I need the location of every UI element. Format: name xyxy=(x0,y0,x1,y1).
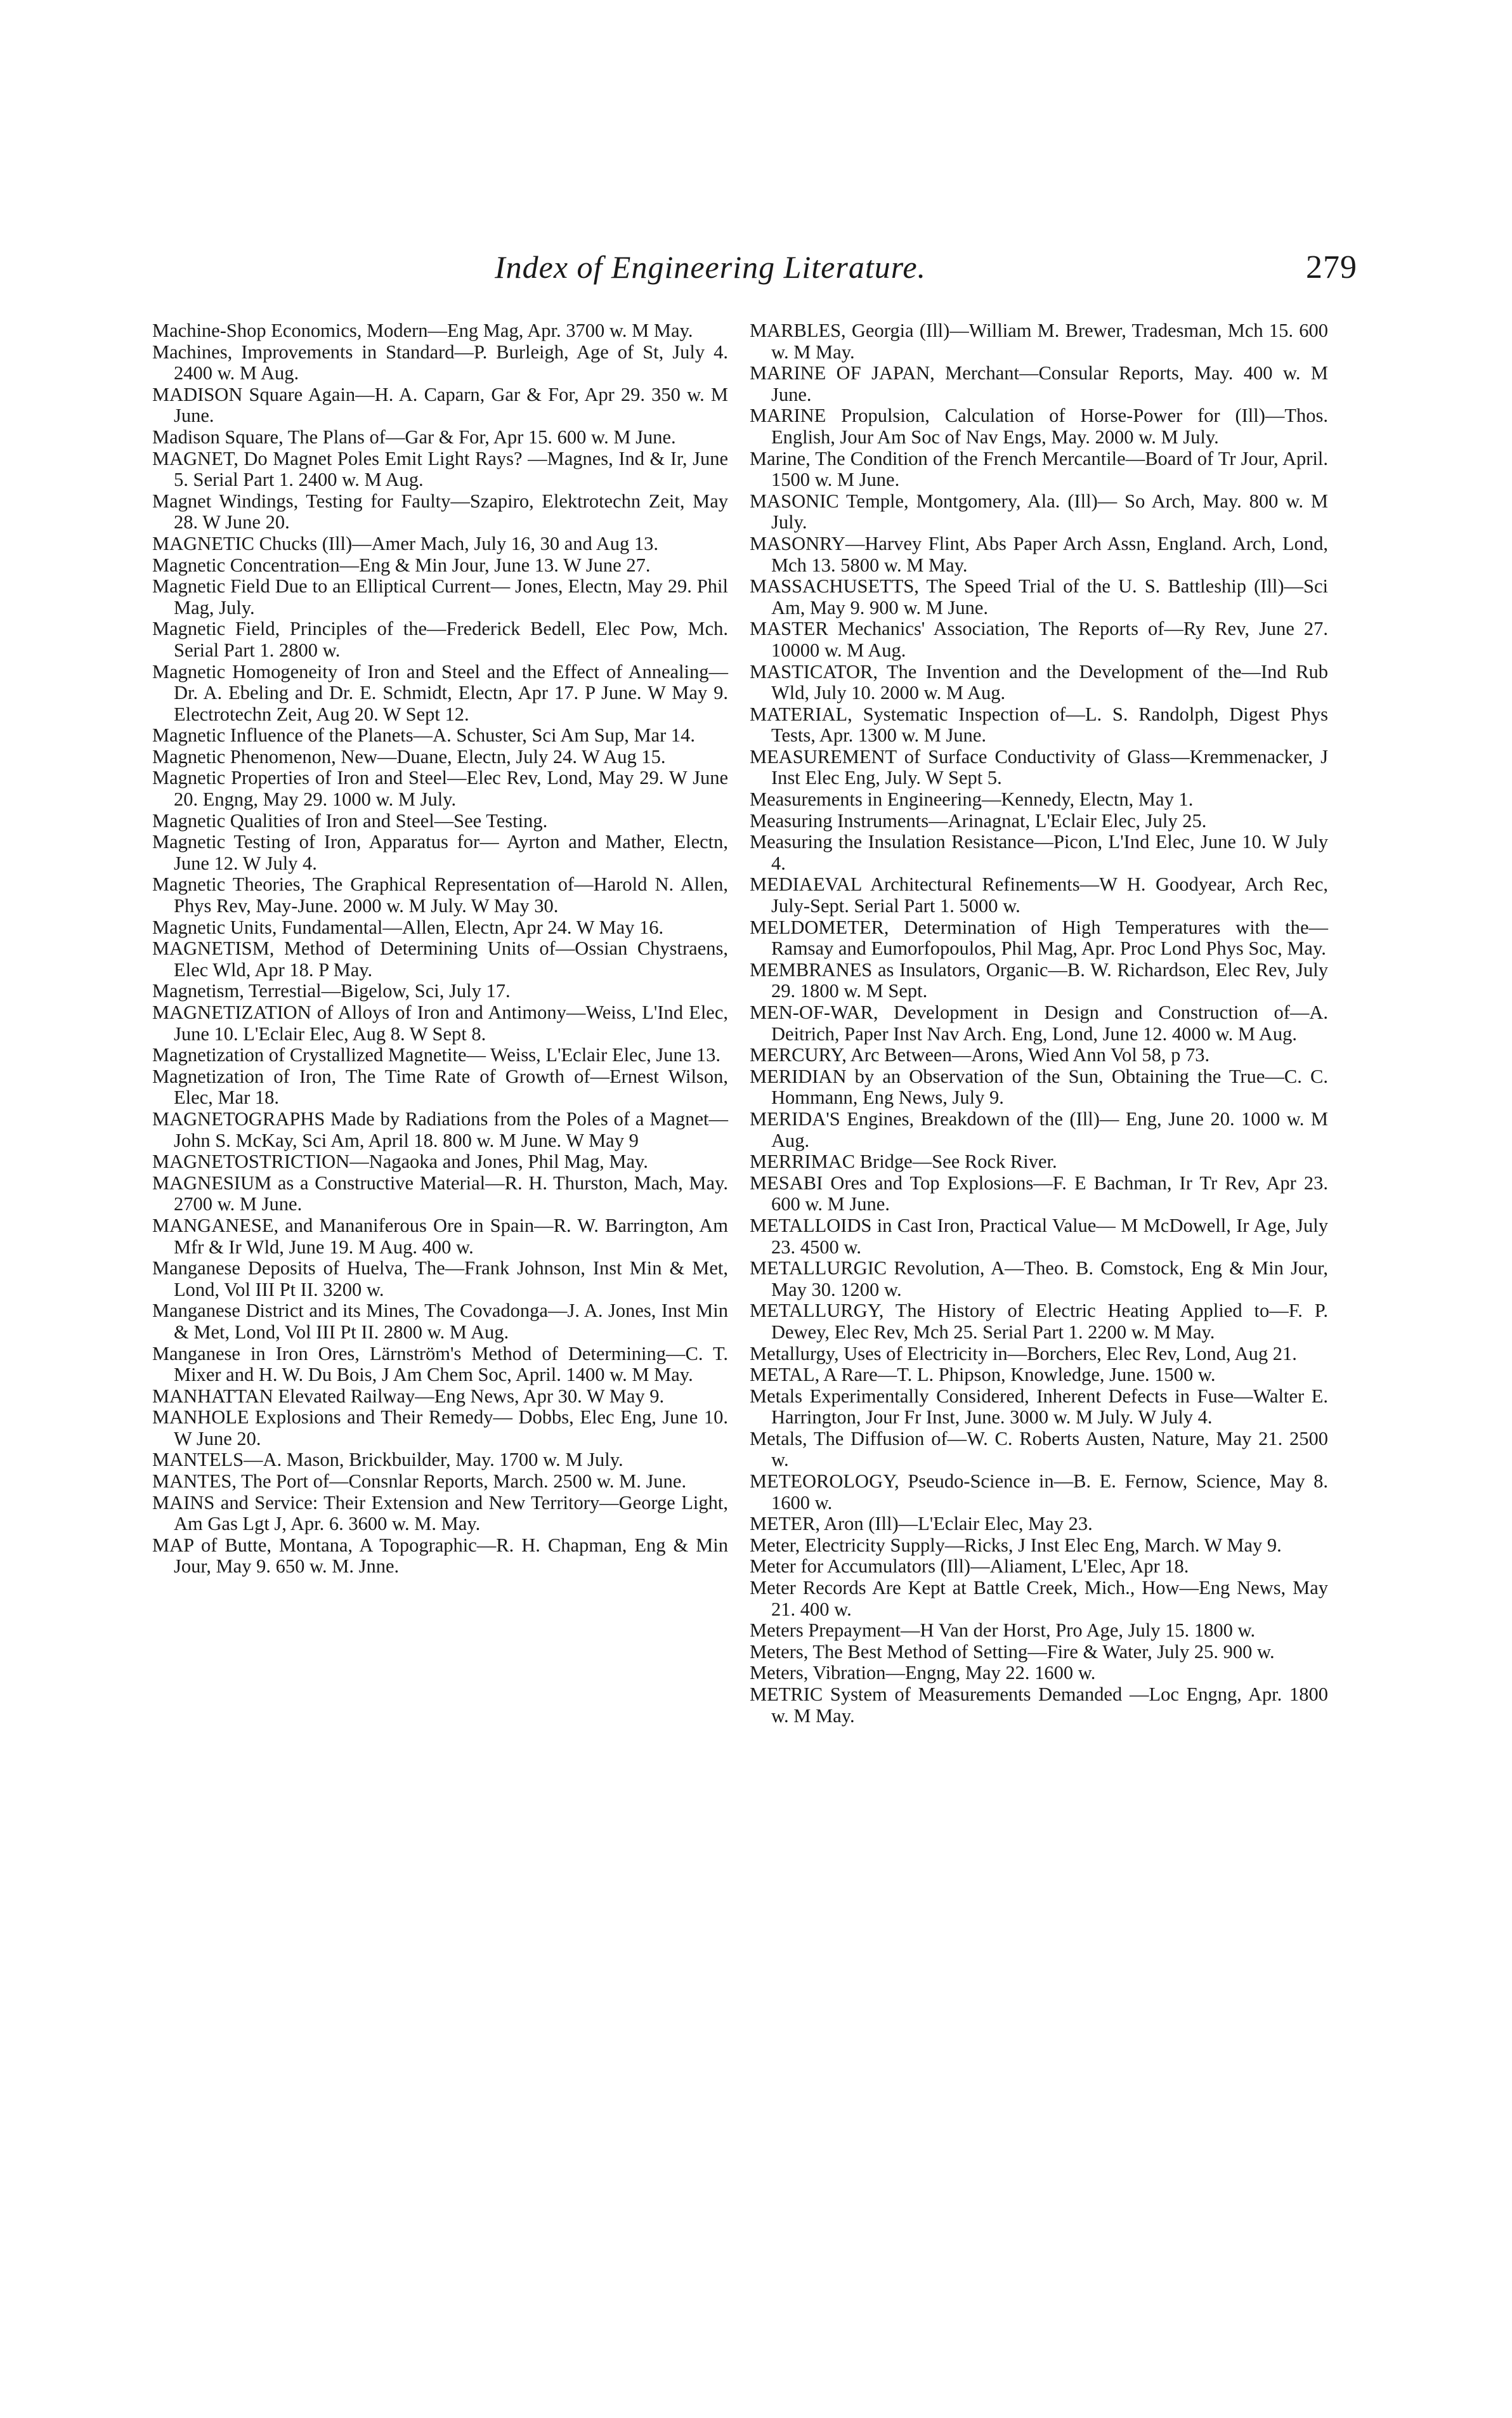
index-entry: Magnetization of Iron, The Time Rate of Growth of—Ernest Wilson, Elec, Mar 18. xyxy=(152,1065,728,1109)
index-entry: METAL, A Rare—T. L. Phipson, Knowledge, June. 1500 w. xyxy=(750,1364,1216,1386)
index-entry: MEDIAEVAL Architectural Refinements—W H. Goodyear, Arch Rec, July-Sept. Serial Part 1. 5000 w. xyxy=(750,873,1328,917)
index-entry: Magnetic Influence of the Planets—A. Schuster, Sci Am Sup, Mar 14. xyxy=(152,724,696,747)
index-entry: MANHATTAN Elevated Railway—Eng News, Apr 30. W May 9. xyxy=(152,1385,665,1407)
index-entry: METER, Aron (Ill)—L'Eclair Elec, May 23. xyxy=(750,1513,1093,1535)
index-entry: Madison Square, The Plans of—Gar & For, Apr 15. 600 w. M June. xyxy=(152,426,676,448)
index-entry: Meters Prepayment—H Van der Horst, Pro Age, July 15. 1800 w. xyxy=(750,1619,1256,1642)
index-entry: MAGNETOSTRICTION—Nagaoka and Jones, Phil Mag, May. xyxy=(152,1151,648,1173)
index-entry: MANHOLE Explosions and Their Remedy— Dobbs, Elec Eng, June 10. W June 20. xyxy=(152,1406,728,1449)
index-entry: METALLOIDS in Cast Iron, Practical Value— M McDowell, Ir Age, July 23. 4500 w. xyxy=(750,1214,1328,1258)
index-entry: Manganese Deposits of Huelva, The—Frank Johnson, Inst Min & Met, Lond, Vol III Pt II. 3200 w. xyxy=(152,1257,728,1300)
index-entry: METALLURGIC Revolution, A—Theo. B. Comstock, Eng & Min Jour, May 30. 1200 w. xyxy=(750,1257,1328,1300)
index-entry: METALLURGY, The History of Electric Heating Applied to—F. P. Dewey, Elec Rev, Mch 25. Serial Part 1. 2200 w. M May. xyxy=(750,1300,1328,1343)
index-entry: MEMBRANES as Insulators, Organic—B. W. Richardson, Elec Rev, July 29. 1800 w. M Sept. xyxy=(750,958,1328,1002)
index-entry: Magnetism, Terrestial—Bigelow, Sci, July 17. xyxy=(152,980,511,1002)
index-entry: MEN-OF-WAR, Development in Design and Construction of—A. Deitrich, Paper Inst Nav Arch. Eng, Lond, June 12. 4000 w. M Aug. xyxy=(750,1002,1328,1045)
index-entry: Marine, The Condition of the French Mercantile—Board of Tr Jour, April. 1500 w. M June. xyxy=(750,447,1328,491)
index-entry: Measuring the Insulation Resistance—Picon, L'Ind Elec, June 10. W July 4. xyxy=(750,831,1328,874)
index-entry: MAGNETISM, Method of Determining Units of—Ossian Chystraens, Elec Wld, Apr 18. P May. xyxy=(152,938,728,981)
index-entry: Machine-Shop Economics, Modern—Eng Mag, Apr. 3700 w. M May. xyxy=(152,320,693,341)
index-entry: Meter, Electricity Supply—Ricks, J Inst Elec Eng, March. W May 9. xyxy=(750,1534,1282,1556)
index-entry: Magnetic Testing of Iron, Apparatus for— Ayrton and Mather, Electn, June 12. W July 4. xyxy=(152,831,728,874)
index-entry: MARINE OF JAPAN, Merchant—Consular Reports, May. 400 w. M June. xyxy=(750,362,1328,405)
index-entry: MANTELS—A. Mason, Brickbuilder, May. 1700 w. M July. xyxy=(152,1449,623,1471)
index-entry: MARBLES, Georgia (Ill)—William M. Brewer, Tradesman, Mch 15. 600 w. M May. xyxy=(750,320,1328,363)
index-entry: MERCURY, Arc Between—Arons, Wied Ann Vol 58, p 73. xyxy=(750,1044,1210,1066)
index-entry: Magnet Windings, Testing for Faulty—Szapiro, Elektrotechn Zeit, May 28. W June 20. xyxy=(152,490,728,533)
index-entry: Meters, Vibration—Engng, May 22. 1600 w. xyxy=(750,1662,1096,1684)
index-entry: Metals, The Diffusion of—W. C. Roberts Austen, Nature, May 21. 2500 w. xyxy=(750,1427,1328,1471)
index-entry: MAINS and Service: Their Extension and New Territory—George Light, Am Gas Lgt J, Apr. 6. 3600 w. M. May. xyxy=(152,1491,728,1535)
index-entry: METEOROLOGY, Pseudo-Science in—B. E. Fernow, Science, May 8. 1600 w. xyxy=(750,1470,1328,1513)
index-entry: Meter Records Are Kept at Battle Creek, Mich., How—Eng News, May 21. 400 w. xyxy=(750,1577,1328,1620)
page-number: 279 xyxy=(1306,249,1357,285)
index-entry: Magnetic Field, Principles of the—Frederick Bedell, Elec Pow, Mch. Serial Part 1. 2800 w. xyxy=(152,618,728,661)
index-entry: MELDOMETER, Determination of High Temperatures with the—Ramsay and Eumorfopoulos, Phil Mag, Apr. Proc Lond Phys Soc, May. xyxy=(750,916,1328,960)
index-entry: MAGNETIC Chucks (Ill)—Amer Mach, July 16, 30 and Aug 13. xyxy=(152,532,658,554)
index-entry: Magnetic Homogeneity of Iron and Steel and the Effect of Annealing—Dr. A. Ebeling and Dr. E. Schmidt, Electn, Apr 17. P June. W May 9. Electrotechn Zeit, Aug 20. W Sept 12. xyxy=(152,660,728,725)
left-column xyxy=(152,320,728,1578)
index-entry: Magnetic Concentration—Eng & Min Jour, June 13. W June 27. xyxy=(152,554,651,576)
running-title: Index of Engineering Literature. xyxy=(495,249,927,285)
index-entry: MARINE Propulsion, Calculation of Horse-Power for (Ill)—Thos. English, Jour Am Soc of Nav Engs, May. 2000 w. M July. xyxy=(750,405,1328,448)
index-entry: MASONRY—Harvey Flint, Abs Paper Arch Assn, England. Arch, Lond, Mch 13. 5800 w. M May. xyxy=(750,532,1328,576)
index-entry: MAGNETIZATION of Alloys of Iron and Antimony—Weiss, L'Ind Elec, June 10. L'Eclair Elec, Aug 8. W Sept 8. xyxy=(152,1002,728,1045)
index-entry: Measurements in Engineering—Kennedy, Electn, May 1. xyxy=(750,788,1194,811)
index-entry: Machines, Improvements in Standard—P. Burleigh, Age of St, July 4. 2400 w. M Aug. xyxy=(152,341,728,384)
index-entry: Magnetic Properties of Iron and Steel—Elec Rev, Lond, May 29. W June 20. Engng, May 29. 1000 w. M July. xyxy=(152,767,728,811)
index-entry: MANGANESE, and Mananiferous Ore in Spain—R. W. Barrington, Am Mfr & Ir Wld, June 19. M Aug. 400 w. xyxy=(152,1214,728,1258)
index-entry: MESABI Ores and Top Explosions—F. E Bachman, Ir Tr Rev, Apr 23. 600 w. M June. xyxy=(750,1172,1328,1215)
index-entry: MASTER Mechanics' Association, The Reports of—Ry Rev, June 27. 10000 w. M Aug. xyxy=(750,618,1328,661)
index-entry: MAGNETOGRAPHS Made by Radiations from the Poles of a Magnet—John S. McKay, Sci Am, April 18. 800 w. M June. W May 9 xyxy=(152,1108,728,1151)
index-entry: MATERIAL, Systematic Inspection of—L. S. Randolph, Digest Phys Tests, Apr. 1300 w. M June. xyxy=(750,703,1328,747)
index-entry: MERIDIAN by an Observation of the Sun, Obtaining the True—C. C. Hommann, Eng News, July 9. xyxy=(750,1065,1328,1109)
index-entry: Magnetic Units, Fundamental—Allen, Electn, Apr 24. W May 16. xyxy=(152,916,664,938)
index-entry: Magnetization of Crystallized Magnetite— Weiss, L'Eclair Elec, June 13. xyxy=(152,1044,721,1066)
index-entry: Magnetic Qualities of Iron and Steel—See Testing. xyxy=(152,809,548,832)
index-entry: MAGNET, Do Magnet Poles Emit Light Rays? —Magnes, Ind & Ir, June 5. Serial Part 1. 2400 w. M Aug. xyxy=(152,447,728,491)
index-entry: MERRIMAC Bridge—See Rock River. xyxy=(750,1151,1057,1173)
index-entry: Manganese in Iron Ores, Lärnström's Method of Determining—C. T. Mixer and H. W. Du Bois, J Am Chem Soc, April. 1400 w. M May. xyxy=(152,1342,728,1386)
index-entry: MERIDA'S Engines, Breakdown of the (Ill)— Eng, June 20. 1000 w. M Aug. xyxy=(750,1108,1328,1151)
index-entry: MASTICATOR, The Invention and the Development of the—Ind Rub Wld, July 10. 2000 w. M Aug. xyxy=(750,660,1328,704)
index-entry: Magnetic Theories, The Graphical Representation of—Harold N. Allen, Phys Rev, May-June. 2000 w. M July. W May 30. xyxy=(152,873,728,917)
index-entry: Measuring Instruments—Arinagnat, L'Eclair Elec, July 25. xyxy=(750,809,1207,832)
right-column xyxy=(750,320,1328,1727)
index-entry: MASSACHUSETTS, The Speed Trial of the U. S. Battleship (Ill)—Sci Am, May 9. 900 w. M June. xyxy=(750,575,1328,618)
index-entry: MAGNESIUM as a Constructive Material—R. H. Thurston, Mach, May. 2700 w. M June. xyxy=(152,1172,728,1215)
index-entry: Meter for Accumulators (Ill)—Aliament, L'Elec, Apr 18. xyxy=(750,1555,1189,1578)
index-entry: Magnetic Field Due to an Elliptical Current— Jones, Electn, May 29. Phil Mag, July. xyxy=(152,575,728,618)
index-entry: MADISON Square Again—H. A. Caparn, Gar & For, Apr 29. 350 w. M June. xyxy=(152,383,728,427)
index-entry: MAP of Butte, Montana, A Topographic—R. H. Chapman, Eng & Min Jour, May 9. 650 w. M. Jnne. xyxy=(152,1534,728,1578)
index-entry: Manganese District and its Mines, The Covadonga—J. A. Jones, Inst Min & Met, Lond, Vol III Pt II. 2800 w. M Aug. xyxy=(152,1300,728,1343)
page-header xyxy=(152,249,1357,293)
index-entry: MEASUREMENT of Surface Conductivity of Glass—Kremmenacker, J Inst Elec Eng, July. W Sept 5. xyxy=(750,745,1328,789)
index-entry: Magnetic Phenomenon, New—Duane, Electn, July 24. W Aug 15. xyxy=(152,745,666,768)
index-entry: METRIC System of Measurements Demanded —Loc Engng, Apr. 1800 w. M May. xyxy=(750,1683,1328,1727)
index-entry: MANTES, The Port of—Consnlar Reports, March. 2500 w. M. June. xyxy=(152,1470,687,1493)
index-entry: Meters, The Best Method of Setting—Fire & Water, July 25. 900 w. xyxy=(750,1640,1275,1663)
index-entry: Metals Experimentally Considered, Inherent Defects in Fuse—Walter E. Harrington, Jour Fr Inst, June. 3000 w. M July. W July 4. xyxy=(750,1385,1328,1428)
index-entry: Metallurgy, Uses of Electricity in—Borchers, Elec Rev, Lond, Aug 21. xyxy=(750,1342,1297,1364)
index-entry: MASONIC Temple, Montgomery, Ala. (Ill)— So Arch, May. 800 w. M July. xyxy=(750,490,1328,533)
